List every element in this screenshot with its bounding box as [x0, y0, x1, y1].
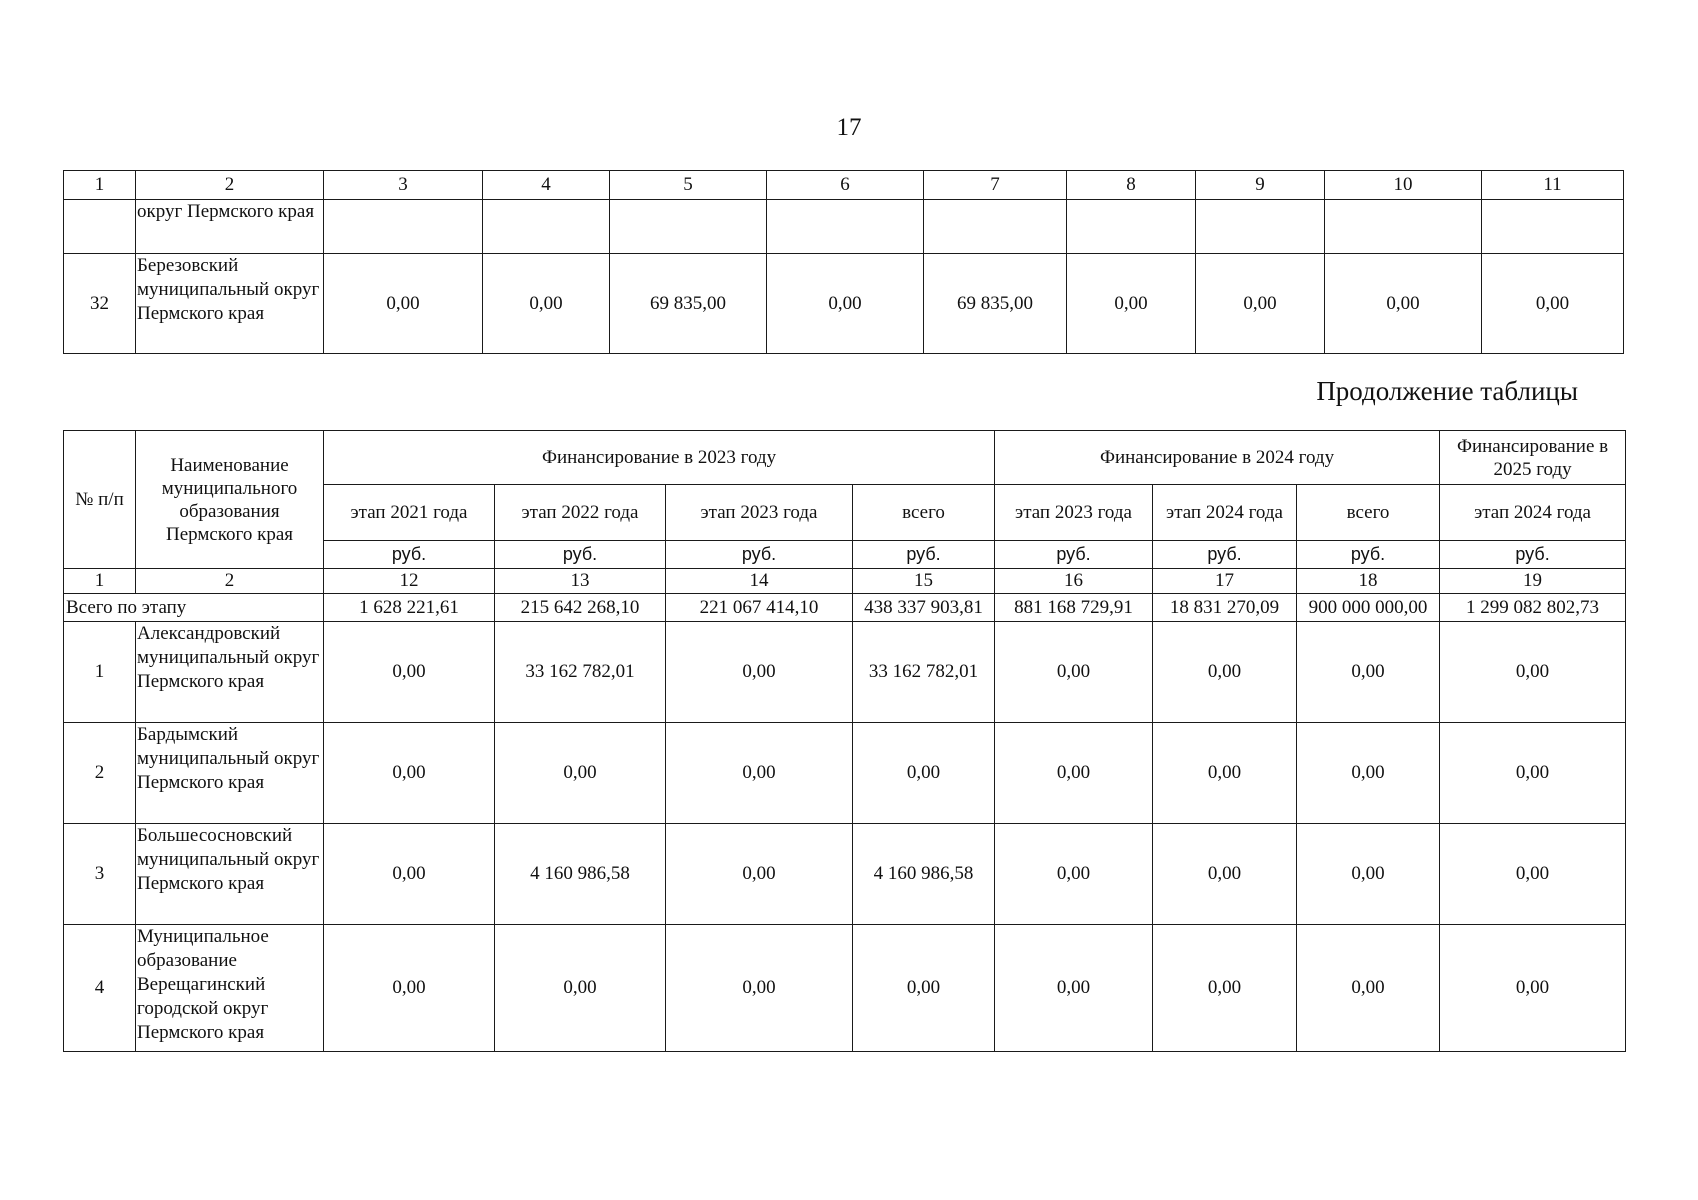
value-cell: 0,00	[666, 824, 853, 925]
value-cell	[1325, 200, 1482, 254]
value-cell: 4 160 986,58	[853, 824, 995, 925]
row-number: 3	[64, 824, 136, 925]
value-cell: 0,00	[1440, 723, 1626, 824]
value-cell: 33 162 782,01	[495, 622, 666, 723]
value-cell: 0,00	[324, 723, 495, 824]
value-cell: 0,00	[995, 723, 1153, 824]
value-cell: 0,00	[1297, 723, 1440, 824]
top-header-cell: 8	[1067, 171, 1196, 200]
value-cell: 0,00	[853, 925, 995, 1052]
total-value: 438 337 903,81	[853, 594, 995, 622]
unit-cell: руб.	[666, 541, 853, 569]
index-cell: 17	[1153, 569, 1297, 594]
value-cell	[1067, 200, 1196, 254]
value-cell: 0,00	[767, 254, 924, 354]
table-row	[64, 824, 1626, 925]
sub-header: этап 2022 года	[495, 485, 666, 541]
value-cell: 0,00	[1440, 622, 1626, 723]
col-num-header: № п/п	[64, 431, 136, 569]
total-label: Всего по этапу	[64, 594, 324, 622]
unit-cell: руб.	[995, 541, 1153, 569]
unit-cell: руб.	[1297, 541, 1440, 569]
value-cell: 0,00	[324, 622, 495, 723]
value-cell: 0,00	[1440, 925, 1626, 1052]
value-cell: 4 160 986,58	[495, 824, 666, 925]
total-value: 881 168 729,91	[995, 594, 1153, 622]
bottom-table	[63, 430, 1626, 1052]
value-cell: 0,00	[1482, 254, 1624, 354]
index-cell: 12	[324, 569, 495, 594]
value-cell: 33 162 782,01	[853, 622, 995, 723]
value-cell: 0,00	[995, 925, 1153, 1052]
value-cell: 69 835,00	[924, 254, 1067, 354]
value-cell	[483, 200, 610, 254]
row-number	[64, 200, 136, 254]
row-number: 4	[64, 925, 136, 1052]
row-number: 32	[64, 254, 136, 354]
municipality-name: Березовский муниципальный округ Пермского края	[136, 254, 324, 354]
sub-header: этап 2024 года	[1153, 485, 1297, 541]
value-cell: 0,00	[324, 925, 495, 1052]
top-header-cell: 1	[64, 171, 136, 200]
table-row	[64, 622, 1626, 723]
value-cell	[1196, 200, 1325, 254]
index-cell: 16	[995, 569, 1153, 594]
top-header-cell: 10	[1325, 171, 1482, 200]
value-cell: 0,00	[666, 925, 853, 1052]
value-cell	[610, 200, 767, 254]
sub-header: этап 2021 года	[324, 485, 495, 541]
total-value: 221 067 414,10	[666, 594, 853, 622]
index-cell: 19	[1440, 569, 1626, 594]
row-number: 2	[64, 723, 136, 824]
unit-cell: руб.	[495, 541, 666, 569]
unit-cell: руб.	[1440, 541, 1626, 569]
value-cell: 0,00	[1067, 254, 1196, 354]
index-cell: 18	[1297, 569, 1440, 594]
group-header-2025: Финансирование в 2025 году	[1440, 431, 1626, 485]
sub-header: всего	[1297, 485, 1440, 541]
municipality-name: Бардымский муниципальный округ Пермского края	[136, 723, 324, 824]
unit-cell: руб.	[324, 541, 495, 569]
value-cell: 0,00	[666, 622, 853, 723]
table-row	[64, 925, 1626, 1052]
value-cell: 0,00	[1153, 925, 1297, 1052]
top-table-header-row	[64, 171, 1624, 200]
value-cell	[1482, 200, 1624, 254]
top-header-cell: 2	[136, 171, 324, 200]
value-cell: 0,00	[1297, 925, 1440, 1052]
value-cell: 0,00	[324, 824, 495, 925]
top-header-cell: 7	[924, 171, 1067, 200]
page-number: 17	[836, 114, 862, 141]
value-cell: 0,00	[495, 925, 666, 1052]
group-header-2024: Финансирование в 2024 году	[995, 431, 1440, 485]
unit-cell: руб.	[1153, 541, 1297, 569]
total-value: 215 642 268,10	[495, 594, 666, 622]
top-header-cell: 9	[1196, 171, 1325, 200]
top-header-cell: 4	[483, 171, 610, 200]
value-cell: 0,00	[1153, 723, 1297, 824]
value-cell: 0,00	[1297, 622, 1440, 723]
table-row	[64, 200, 1624, 254]
value-cell: 0,00	[853, 723, 995, 824]
value-cell	[924, 200, 1067, 254]
value-cell: 0,00	[495, 723, 666, 824]
continuation-label: Продолжение таблицы	[1316, 376, 1578, 406]
value-cell	[767, 200, 924, 254]
index-cell: 1	[64, 569, 136, 594]
municipality-name: Александровский муниципальный округ Пермского края	[136, 622, 324, 723]
value-cell: 69 835,00	[610, 254, 767, 354]
top-header-cell: 5	[610, 171, 767, 200]
table-row	[64, 723, 1626, 824]
top-header-cell: 3	[324, 171, 483, 200]
index-cell: 15	[853, 569, 995, 594]
table-row	[64, 254, 1624, 354]
value-cell: 0,00	[1153, 824, 1297, 925]
top-header-cell: 11	[1482, 171, 1624, 200]
col-name-header: Наименование муниципального образования Пермского края	[136, 431, 324, 569]
municipality-name: Большесосновский муниципальный округ Пермского края	[136, 824, 324, 925]
value-cell: 0,00	[1325, 254, 1482, 354]
total-row	[64, 594, 1626, 622]
header-row-groups	[64, 431, 1626, 485]
value-cell: 0,00	[995, 622, 1153, 723]
total-value: 1 628 221,61	[324, 594, 495, 622]
index-cell: 13	[495, 569, 666, 594]
top-header-cell: 6	[767, 171, 924, 200]
sub-header: всего	[853, 485, 995, 541]
value-cell: 0,00	[1153, 622, 1297, 723]
municipality-name: округ Пермского края	[136, 200, 324, 254]
total-value: 18 831 270,09	[1153, 594, 1297, 622]
index-cell: 14	[666, 569, 853, 594]
sub-header: этап 2024 года	[1440, 485, 1626, 541]
sub-header: этап 2023 года	[666, 485, 853, 541]
unit-cell: руб.	[853, 541, 995, 569]
value-cell: 0,00	[995, 824, 1153, 925]
value-cell: 0,00	[1440, 824, 1626, 925]
index-cell: 2	[136, 569, 324, 594]
column-index-row	[64, 569, 1626, 594]
total-value: 1 299 082 802,73	[1440, 594, 1626, 622]
group-header-2023: Финансирование в 2023 году	[324, 431, 995, 485]
top-table	[63, 170, 1624, 354]
municipality-name: Муниципальное образование Верещагинский городской округ Пермского края	[136, 925, 324, 1052]
row-number: 1	[64, 622, 136, 723]
value-cell: 0,00	[483, 254, 610, 354]
value-cell: 0,00	[324, 254, 483, 354]
value-cell: 0,00	[1196, 254, 1325, 354]
sub-header: этап 2023 года	[995, 485, 1153, 541]
value-cell	[324, 200, 483, 254]
value-cell: 0,00	[1297, 824, 1440, 925]
total-value: 900 000 000,00	[1297, 594, 1440, 622]
value-cell: 0,00	[666, 723, 853, 824]
